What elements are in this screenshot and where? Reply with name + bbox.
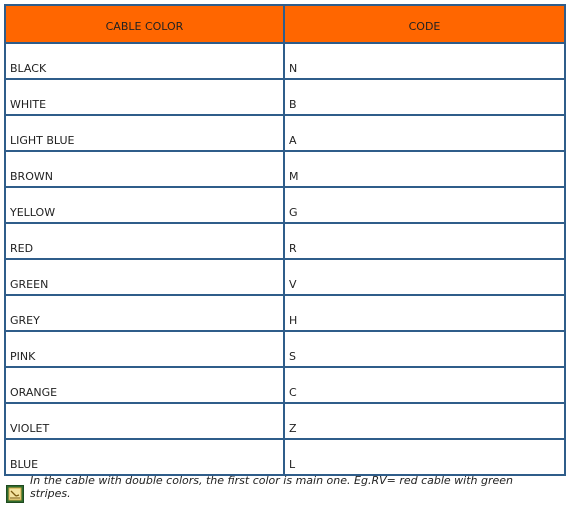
- cell-code: M: [284, 151, 565, 187]
- cell-cable-color: ORANGE: [5, 367, 284, 403]
- cell-code: G: [284, 187, 565, 223]
- cell-cable-color: PINK: [5, 331, 284, 367]
- cell-code: R: [284, 223, 565, 259]
- cell-code: V: [284, 259, 565, 295]
- cell-code: A: [284, 115, 565, 151]
- table-row: [5, 403, 565, 439]
- cell-code: L: [284, 439, 565, 475]
- footnote-text: In the cable with double colors, the first color is main one. Eg.RV= red cable with green stripes.: [30, 474, 514, 500]
- table-header-row: [5, 5, 565, 43]
- footnote: [6, 473, 566, 507]
- header-cable-color: CABLE COLOR: [5, 5, 284, 43]
- cell-code: N: [284, 43, 565, 79]
- cell-cable-color: VIOLET: [5, 403, 284, 439]
- table-row: [5, 331, 565, 367]
- table-row: [5, 115, 565, 151]
- cell-cable-color: BLUE: [5, 439, 284, 475]
- cell-code: S: [284, 331, 565, 367]
- cable-color-table: [4, 4, 566, 476]
- cell-cable-color: WHITE: [5, 79, 284, 115]
- note-icon: [6, 485, 24, 503]
- cell-code: C: [284, 367, 565, 403]
- cell-code: H: [284, 295, 565, 331]
- cell-cable-color: GREY: [5, 295, 284, 331]
- cell-cable-color: RED: [5, 223, 284, 259]
- cell-cable-color: YELLOW: [5, 187, 284, 223]
- cell-code: B: [284, 79, 565, 115]
- table-row: [5, 439, 565, 475]
- cell-code: Z: [284, 403, 565, 439]
- cell-cable-color: GREEN: [5, 259, 284, 295]
- cell-cable-color: BROWN: [5, 151, 284, 187]
- table-row: [5, 223, 565, 259]
- cell-cable-color: LIGHT BLUE: [5, 115, 284, 151]
- header-code: CODE: [284, 5, 565, 43]
- table-row: [5, 43, 565, 79]
- table-row: [5, 295, 565, 331]
- table-row: [5, 367, 565, 403]
- cell-cable-color: BLACK: [5, 43, 284, 79]
- table-row: [5, 259, 565, 295]
- table-row: [5, 187, 565, 223]
- table-row: [5, 151, 565, 187]
- table-row: [5, 79, 565, 115]
